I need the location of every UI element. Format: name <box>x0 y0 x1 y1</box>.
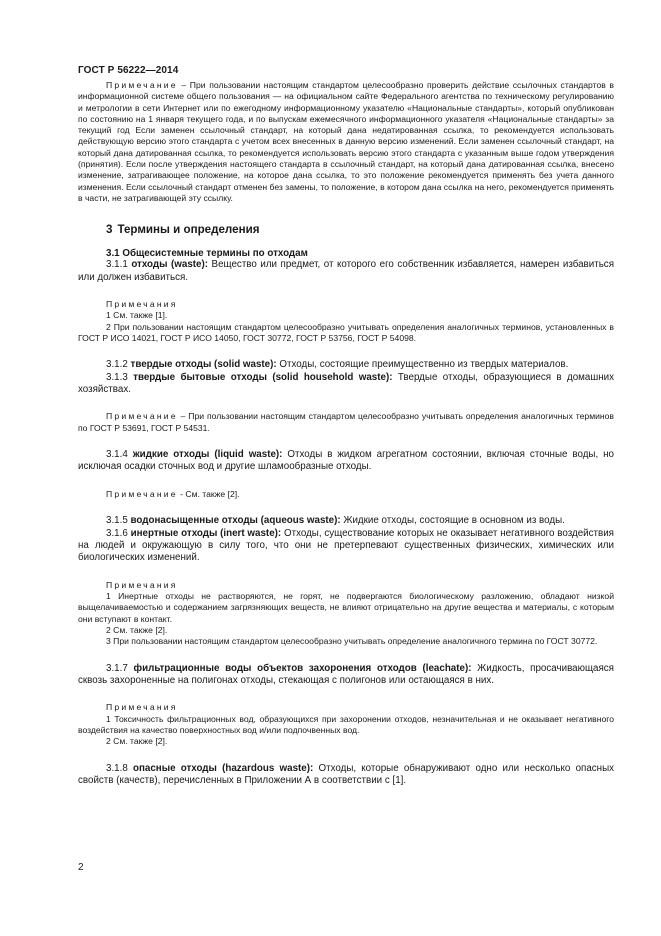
term-name: отходы (waste): <box>131 259 209 271</box>
page-content <box>78 80 614 787</box>
note-label: Примечание <box>106 488 178 499</box>
term-name: твердые бытовые отходы (solid household waste): <box>133 371 393 383</box>
section-title: Термины и определения <box>117 223 260 237</box>
term-number: 3.1.8 <box>106 762 133 774</box>
note-line: 2 При пользовании настоящим стандартом целесообразно учитывать определения аналогичных терминов, установленных в ГОСТ Р ИСО 14021, ГОСТ Р ИСО 14050, ГОСТ 30772, ГОСТ Р 53756, ГОСТ Р 54098. <box>78 321 614 343</box>
note-3-1-7 <box>78 702 614 747</box>
term-definition: Отходы в жидком агрегатном состоянии, включая сточные воды, но исключая осадки сточных вод и другие шламообразные отходы. <box>78 449 614 473</box>
term-name: фильтрационные воды объектов захоронения отходов (leachate): <box>133 662 472 674</box>
note-3-1-6 <box>78 580 614 648</box>
term-definition: Вещество или предмет, от которого его собственник избавляется, намерен избавиться или должен избавиться. <box>78 259 615 283</box>
note-line: 2 См. также [2]. <box>106 736 168 747</box>
note-label: Примечания <box>106 702 178 713</box>
term-name: инертные отходы (inert waste): <box>130 527 282 539</box>
term-name: опасные отходы (hazardous waste): <box>132 762 314 774</box>
note-text: - См. также [2]. <box>177 488 240 499</box>
term-definition: Отходы, состоящие преимущественно из твердых материалов. <box>276 359 569 371</box>
term-definition: Жидкие отходы, состоящие в основном из воды. <box>340 515 565 527</box>
note-label: Примечания <box>106 579 178 590</box>
term-3-1-2 <box>78 359 614 371</box>
term-3-1-4 <box>78 449 614 474</box>
intro-note <box>78 80 614 204</box>
term-3-1-7 <box>78 663 614 688</box>
note-line: 2 См. также [2]. <box>106 625 168 635</box>
term-number: 3.1.7 <box>106 662 134 674</box>
note-label: Примечание <box>106 411 178 422</box>
term-3-1-1 <box>78 259 614 284</box>
page-number: 2 <box>78 862 84 873</box>
term-name: водонасыщенные отходы (aqueous waste): <box>130 515 341 527</box>
section-number: 3 <box>106 223 113 237</box>
term-number: 3.1.4 <box>106 449 133 461</box>
note-3-1-4 <box>78 489 614 500</box>
term-3-1-5 <box>78 515 614 527</box>
note-label: Примечания <box>106 299 178 310</box>
section-heading <box>78 223 614 236</box>
term-definition: Жидкость, просачивающаяся сквозь захороненные на полигонах отходы, стекающая с полигонов или остающаяся в них. <box>78 662 614 686</box>
term-number: 3.1.6 <box>106 527 131 539</box>
term-definition: Твердые отходы, образующиеся в домашних хозяйствах. <box>78 371 614 396</box>
note-label: Примечание <box>106 80 178 90</box>
term-number: 3.1.3 <box>106 371 134 383</box>
note-line: 1 Токсичность фильтрационных вод, образующихся при захоронении отходов, незначительная и не оказывает негативного воздействия на качество поверхностных вод и/или подпочвенных вод. <box>78 713 614 735</box>
note-3-1-1 <box>78 299 614 344</box>
note-text: – При пользовании настоящим стандартом целесообразно проверить действие ссылочных стандартов в информационной системе общего пользования — на официальном сайте Федерального агентства по техническому регулированию и метрологии в сети Интернет или по ежегодному информационному указателю «Национальные стандарты», который опубликован по состоянию на 1 января текущего года, и по выпускам ежемесячного информационного указателя «Национальные стандарты» за текущий год Если заменен ссылочный стандарт, на который дана недатированная ссылка, то рекомендуется использовать действующую версию этого стандарта с учетом всех внесенных в данную версию изменений. Если заменен ссылочный стандарт, на который дана датированная ссылка, то рекомендуется использовать версию этого стандарта с указанным выше годом утверждения (принятия). Если после утверждения настоящего стандарта в ссылочный стандарт, на который дана датированная ссылка, внесено изменение, затрагивающее положение, на которое дана ссылка, то это положение рекомендуется применять без учета данного изменения. Если ссылочный стандарт отменен без замены, то положение, в котором дана ссылка на него, рекомендуется применять в части, не затрагивающей эту ссылку. <box>78 80 614 203</box>
term-number: 3.1.1 <box>106 259 132 271</box>
note-line: 1 Инертные отходы не растворяются, не горят, не подвергаются биологическому разложению, обладают низкой выщелачиваемостью и содержанием загрязняющих веществ, не влияют отрицательно на другие вещества и материалы, с которым они вступают в контакт. <box>78 591 614 624</box>
document-code-header: ГОСТ Р 56222—2014 <box>78 65 179 76</box>
note-line: 3 При пользовании настоящим стандартом целесообразно учитывать определение аналогичного термина по ГОСТ 30772. <box>106 636 598 647</box>
term-3-1-8 <box>78 763 614 788</box>
term-definition: Отходы, которые обнаруживают одно или несколько опасных свойств (качеств), перечисленных в Приложении А в соответствии с [1]. <box>78 762 615 786</box>
subsection-heading: 3.1 Общесистемные термины по отходам <box>106 248 308 260</box>
term-name: жидкие отходы (liquid waste): <box>132 449 283 461</box>
term-3-1-3 <box>78 372 614 397</box>
term-number: 3.1.5 <box>106 515 131 527</box>
term-number: 3.1.2 <box>106 359 131 371</box>
note-line: 1 См. также [1]. <box>106 310 168 321</box>
term-name: твердые отходы (solid waste): <box>130 359 277 371</box>
note-text: – При пользовании настоящим стандартом целесообразно учитывать определения аналогичных терминов по ГОСТ Р 53691, ГОСТ Р 54531. <box>78 411 614 433</box>
note-3-1-3 <box>78 411 614 434</box>
term-3-1-6 <box>78 528 614 565</box>
term-definition: Отходы, существование которых не оказывает негативного воздействия на людей и окружающую в силу того, что они не претерпевают существенных физических, химических или биологических изменений. <box>78 527 614 564</box>
